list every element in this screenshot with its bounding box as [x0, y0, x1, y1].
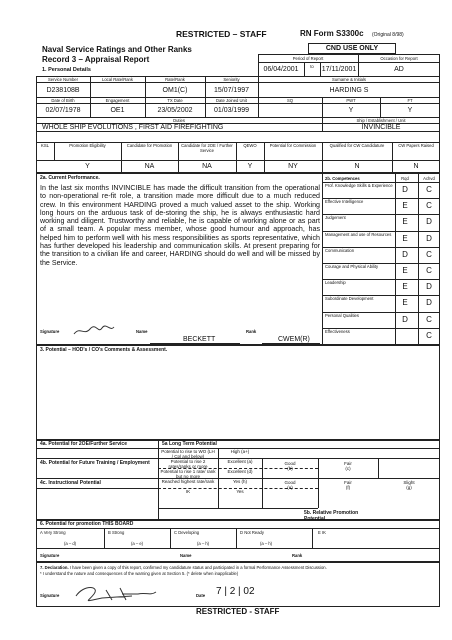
competence-row [322, 198, 439, 215]
board-d: D Not Ready [240, 530, 264, 535]
competence-label: Effective Intelligence [325, 199, 364, 205]
period-to: 17/11/2001 [321, 66, 357, 73]
long-term-potential-value: Yes (h) [232, 479, 248, 484]
form-title-1: Naval Service Ratings and Other Ranks [42, 45, 192, 54]
competence-row [322, 312, 439, 329]
board-d-sub: (a – h) [259, 541, 273, 546]
h-achvd: Achvd [423, 176, 435, 181]
h-service-number: Service Number [47, 77, 79, 82]
long-term-potential-value: Excellent (a) [227, 459, 253, 464]
competence-row [322, 214, 439, 231]
competence-achieved: D [426, 282, 432, 292]
pot-comm: NY [288, 163, 298, 170]
performance-text: In the last six months INVINCIBLE has made the difficult transition from the operational to non-operational re-fit role, a transition made more difficult due to a much reduced crew. In this environment HARDING proved a much valued asset to the ship. Working long hours on the arduous task of de-storing the ship, he is always enthusiastic hard working and diligent. Trustworthy and reliable, he is capable of working alone or as part of a small team. A popular mess member, whose good humour and approach, has helped him to perform well with his mess responsibilities as sports representative, which has further developed his leadership and communication skills. At present preparing for the transition to a civilian life and career, HARDING should do well and will be missed by the Service. [40, 184, 320, 267]
board-name-label: Name [180, 553, 192, 558]
occasion-value: AD [394, 66, 404, 73]
h-surname: Surname & Initials [332, 77, 366, 82]
h-local-rate: Local Rate/Rank [102, 77, 133, 82]
board-b: B Strong [108, 530, 125, 535]
cnd-use-only-label: CND USE ONLY [325, 45, 379, 52]
tx-date: 23/05/2002 [157, 107, 193, 114]
engagement: OE1 [110, 107, 125, 114]
competence-label: Communication [325, 247, 355, 253]
declaration-date-label: Date [196, 593, 206, 598]
competence-achieved: C [426, 266, 432, 275]
declaration-warning: * I understand the nature and consequences of the warning given at Section 5. (* delete when inapplicable) [40, 571, 239, 576]
competence-label: Personal Qualities [325, 312, 359, 318]
name-label: Name [136, 329, 148, 334]
board-e: E IK [318, 530, 326, 535]
h-ksl: KSL [41, 143, 49, 148]
long-term-potential-label: Potential to rise 2 rates/ranks or more [168, 459, 208, 469]
competence-row [322, 295, 439, 312]
competence-label: Subordinate Development [325, 296, 374, 302]
h-qewo: QEWO [243, 143, 257, 148]
seniority: 15/07/1997 [213, 87, 250, 94]
form-title-2: Record 3 – Appraisal Report [42, 55, 150, 64]
h-qual-cw: Qualified for CW Candidature [329, 143, 385, 148]
period-of-report-label: Period of Report [292, 56, 324, 61]
ft: Y [407, 107, 413, 114]
competence-row [322, 247, 439, 264]
fair-f: Fair (f) [344, 480, 352, 490]
ship: INVINCIBLE [361, 124, 401, 131]
competence-label: Prof. Knowledge Skills & Experience [325, 183, 393, 188]
h-duties: Duties [173, 118, 185, 123]
long-term-potential-value: Yes [236, 489, 244, 494]
competence-required: E [402, 266, 408, 275]
h-joined: Date Joined Unit [216, 98, 247, 103]
long-term-potential-label: Reached highest rate/rank [161, 479, 215, 484]
h-pwt: PWT [346, 98, 356, 103]
performance-heading: 2a. Current Performance. [40, 175, 100, 181]
declaration-sig-label: Signature [40, 593, 60, 598]
form-number: RN Form S3300c [300, 29, 364, 38]
competence-required: D [402, 249, 408, 259]
long-term-potential-label: Potential to rise 1 rate/ rank but no more [160, 469, 216, 479]
declaration-text: 7. Declaration. I have been given a copy of this report, confirmed my candidature status and participated in a formal Performance Assessment Discussion. [40, 565, 327, 570]
board-c-sub: (a – h) [196, 541, 210, 546]
duties: WHOLE SHIP EVOLUTIONS , FIRST AID FIREFIGHTING [42, 124, 224, 131]
competence-required: E [402, 233, 408, 243]
competence-label: Management and use of Resources [325, 231, 392, 237]
pot-4a: 4a. Potential for 2OE/Further Service [40, 441, 127, 447]
h-pot-comm: Potential for Commission [269, 143, 317, 148]
h-seniority: Seniority [223, 77, 240, 82]
competence-required: D [402, 314, 408, 324]
declaration-signature [72, 582, 172, 604]
good-e: Good (e) [284, 480, 296, 490]
fair-c: Fair (c) [344, 461, 352, 471]
qual-cw: N [354, 163, 360, 170]
competence-required: E [402, 298, 408, 308]
period-from: 06/04/2001 [263, 66, 299, 73]
board-a-sub: (a – d) [63, 541, 77, 546]
competence-label: Judgement [325, 215, 346, 221]
rank-label: Rank [246, 329, 257, 334]
board-sig-label: Signature [40, 553, 60, 558]
h-promo-elig: Promotion Eligibility [69, 143, 106, 148]
competences-heading: 2b. Competences [325, 176, 360, 181]
h-cand-promo: Candidate for Promotion [126, 143, 173, 148]
sig-label: Signature [40, 329, 60, 334]
rate-rank: OM1(C) [162, 87, 188, 94]
cand-promo: NA [144, 163, 155, 170]
promo-elig: Y [85, 163, 90, 170]
pwt: Y [348, 107, 354, 114]
board-a: A Very Strong [40, 530, 66, 535]
pot-5b: 5b. Relative Promotion Potential [304, 510, 359, 522]
competence-required: E [402, 201, 408, 211]
h-engagement: Engagement [105, 98, 130, 103]
h-rqd: Rqd [401, 176, 409, 181]
competence-achieved: C [426, 314, 432, 324]
surname: HARDING S [329, 87, 369, 94]
h-cw-papers: CW Papers Raised [398, 143, 434, 148]
long-term-potential-label: IK [185, 489, 191, 494]
occasion-label: Occasion for Report [380, 56, 418, 61]
slight-g: Slight (g) [403, 480, 415, 490]
cw-papers: N [413, 163, 419, 170]
competence-achieved: C [426, 201, 432, 211]
competence-label: Leadership [325, 280, 346, 286]
dob: 02/07/1978 [45, 107, 81, 114]
service-number: D238108B [46, 87, 80, 94]
competence-row [322, 182, 439, 199]
long-term-potential-label: Potential to rise to WO (LH / Cpl and below) [161, 449, 215, 459]
h-sq: SQ [286, 98, 294, 103]
board-rank-label: Rank [292, 553, 303, 558]
form-date: (Original 8/98) [372, 32, 404, 38]
h-cand-2oe: Candidate for 2OE / Further Service [181, 143, 233, 153]
joined: 01/03/1999 [213, 107, 250, 114]
restricted-footer: RESTRICTED - STAFF [196, 607, 280, 616]
hod-heading: 3. Potential – HOD's / CO's Comments & Assessment. [40, 347, 168, 353]
pot-5a: 5a Long Term Potential [162, 441, 217, 447]
board-heading: 6. Potential for promotion THIS BOARD [40, 521, 134, 527]
board-b-sub: (a – e) [130, 541, 144, 546]
declaration-date: 7 | 2 | 02 [216, 586, 255, 597]
hod-comments-box [36, 345, 440, 440]
competence-label: Effectiveness [325, 328, 350, 334]
h-dob: Date of Birth [51, 98, 75, 103]
period-to-label: to [310, 64, 314, 69]
competence-achieved: C [426, 249, 432, 259]
h-ship: Ship / Establishment / Unit [356, 118, 406, 123]
competence-achieved: C [426, 330, 432, 340]
competence-achieved: C [426, 185, 432, 194]
competence-row [322, 231, 439, 248]
competence-row [322, 263, 439, 280]
qewo: Y [247, 163, 253, 170]
h-rate-rank: Rate/Rank [165, 77, 185, 82]
competence-label: Courage and Physical Ability [325, 264, 379, 269]
personal-details-heading: 1. Personal Details [42, 67, 91, 73]
competence-achieved: D [426, 217, 432, 227]
competence-achieved: D [426, 233, 432, 243]
restricted-header: RESTRICTED – STAFF [176, 29, 267, 39]
competence-required: E [402, 282, 408, 292]
cand-2oe: NA [202, 163, 212, 170]
competence-required: D [402, 185, 408, 194]
officer-rank: CWEM(R) [278, 336, 310, 343]
pot-4c: 4c. Instructional Potential [40, 480, 101, 486]
competence-row [322, 328, 439, 344]
long-term-potential-value: High (a+) [230, 449, 250, 454]
competence-achieved: D [426, 298, 432, 308]
h-ft: FT [407, 98, 413, 103]
long-term-potential-value: Excellent (d) [227, 469, 253, 474]
officer-name: BECKETT [183, 336, 216, 343]
pot-4b: 4b. Potential for Future Training / Employment [40, 460, 150, 466]
board-c: C Developing [174, 530, 200, 535]
signature-scribble [72, 322, 116, 338]
competence-required: E [402, 217, 408, 227]
h-tx-date: TX Date [167, 98, 183, 103]
competence-row [322, 279, 439, 296]
good-b: Good (b) [284, 461, 296, 471]
